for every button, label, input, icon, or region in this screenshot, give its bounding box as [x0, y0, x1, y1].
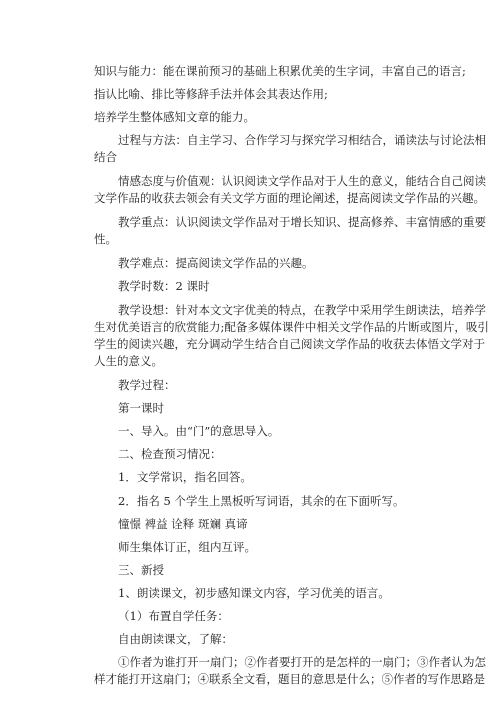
paragraph-line: 学生的阅读兴趣，充分调动学生结合自己阅读文学作品的收获去体悟文学对于 — [94, 337, 485, 351]
paragraph-line: 二、检查预习情况： — [118, 447, 222, 461]
paragraph-line: 教学时数：2 课时 — [118, 279, 210, 293]
paragraph-line: 培养学生整体感知文章的能力。 — [94, 110, 255, 124]
paragraph-line: 样才能打开这扇门；④联系全文看，题目的意思是什么；⑤作者的写作思路是 — [94, 672, 485, 686]
paragraph-line: 教学难点：提高阅读文学作品的兴趣。 — [118, 256, 314, 270]
paragraph-line: 人生的意义。 — [94, 354, 163, 368]
paragraph-line: 第一课时 — [118, 401, 164, 415]
paragraph-line: 教学设想：针对本文文字优美的特点，在教学中采用学生朗读法，培养学 — [118, 303, 486, 317]
paragraph-line: 一、导入。由“门”的意思导入。 — [118, 424, 280, 438]
paragraph-line: 结合 — [94, 150, 117, 164]
paragraph-line: 过程与方法：自主学习、合作学习与探究学习相结合，诵读法与讨论法相 — [118, 133, 486, 147]
paragraph-line: 教学过程： — [118, 378, 176, 392]
paragraph-line: 1、朗读课文，初步感知课文内容，学习优美的语言。 — [118, 586, 390, 600]
paragraph-line: 指认比喻、排比等修辞手法并体会其表达作用; — [94, 87, 328, 101]
paragraph-line: 1．文学常识，指名回答。 — [118, 470, 252, 484]
paragraph-line: 2．指名 5 个学生上黑板听写词语，其余的在下面听写。 — [118, 494, 405, 508]
paragraph-line: 知识与能力：能在课前预习的基础上积累优美的生字词，丰富自己的语言; — [94, 64, 466, 78]
paragraph-line: 生对优美语言的欣赏能力;配备多媒体课件中相关文学作品的片断或图片，吸引 — [94, 320, 489, 334]
paragraph-line: 性。 — [94, 232, 117, 246]
paragraph-line: ①作者为谁打开一扇门；②作者要打开的是怎样的一扇门；③作者认为怎 — [118, 655, 486, 669]
paragraph-line: 憧憬 裨益 诠释 斑斓 真谛 — [118, 517, 248, 531]
paragraph-line: 师生集体订正，组内互评。 — [118, 540, 256, 554]
paragraph-line: 三、新授 — [118, 563, 164, 577]
paragraph-line: 文学作品的收获去领会有关文学方面的理论阐述，提高阅读文学作品的兴趣。 — [94, 191, 485, 205]
paragraph-line: 教学重点：认识阅读文学作品对于增长知识、提高修养、丰富情感的重要 — [118, 215, 486, 229]
paragraph-line: 情感态度与价值观：认识阅读文学作品对于人生的意义，能结合自己阅读 — [118, 174, 486, 188]
paragraph-line: （1）布置自学任务： — [118, 609, 229, 623]
paragraph-line: 自由朗读课文，了解： — [118, 632, 233, 646]
